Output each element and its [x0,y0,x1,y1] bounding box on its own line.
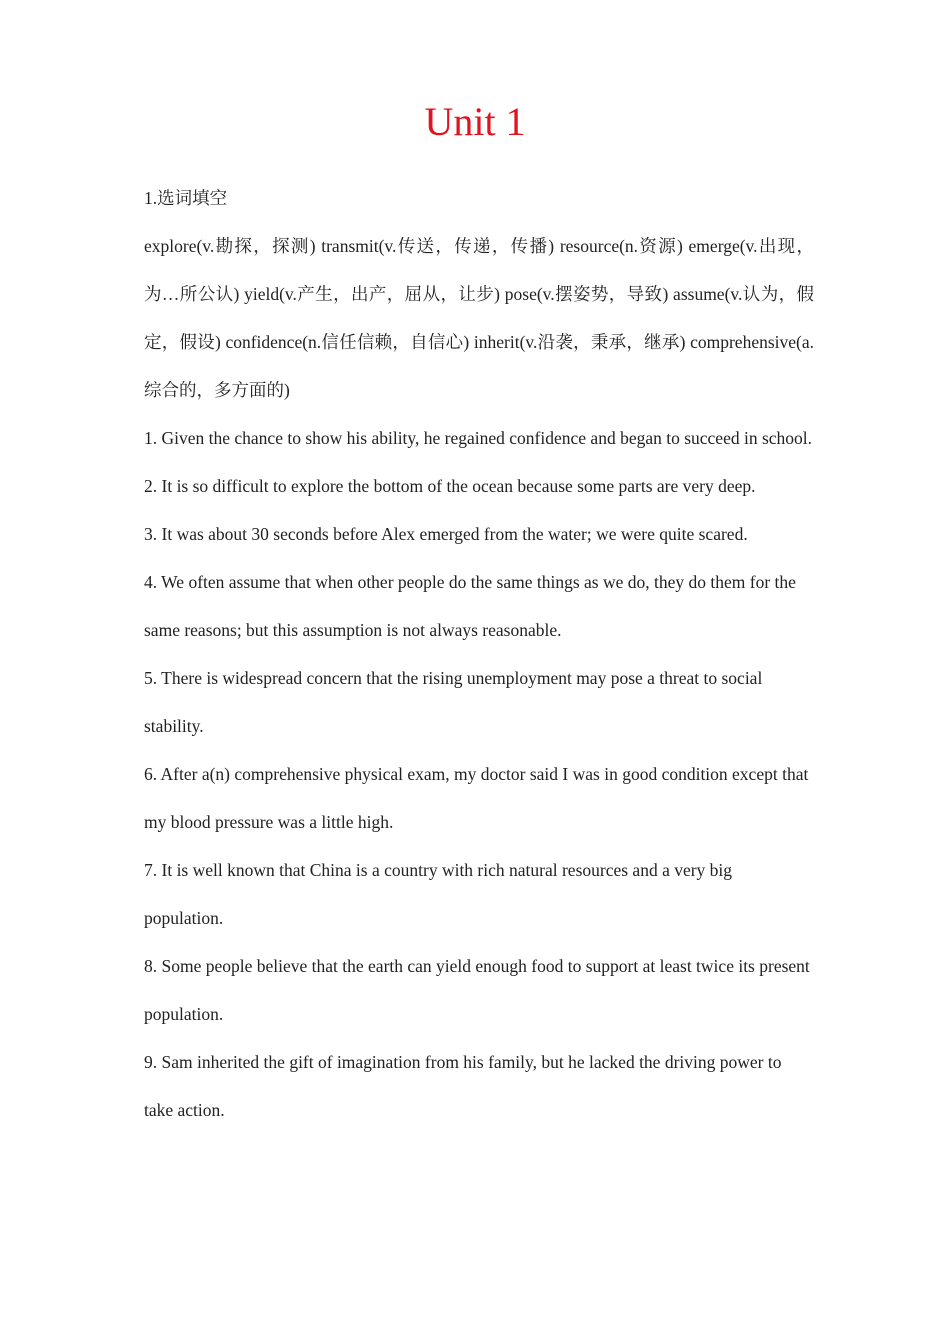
section-heading: 1.选词填空 [144,188,228,208]
sentence-4: 4. We often assume that when other people do the same things as we do, they do them for the same reasons; but this assumption is not always reasonable. [144,572,796,640]
sentence-5: 5. There is widespread concern that the rising unemployment may pose a threat to social stability. [144,668,763,736]
sentence-8: 8. Some people believe that the earth can yield enough food to support at least twice its present population. [144,956,810,1024]
sentence-2: 2. It is so difficult to explore the bottom of the ocean because some parts are very deep. [144,476,756,496]
word-bank: explore(v.勘探，探测) transmit(v.传送，传递，传播) resource(n.资源) emerge(v.出现，为…所公认) yield(v.产生，出产，屈从，让步) pose(v.摆姿势，导致) assume(v.认为，假定，假设) confidence(n.信任信赖，自信心) inherit(v.沿袭，秉承，继承) comprehensive(a.综合的，多方面的) [144,236,814,400]
sentence-7: 7. It is well known that China is a country with rich natural resources and a very big population. [144,860,733,928]
sentence-1: 1. Given the chance to show his ability, he regained confidence and began to succeed in school. [144,428,813,448]
sentence-9: 9. Sam inherited the gift of imagination from his family, but he lacked the driving power to take action. [144,1052,782,1120]
sentence-3: 3. It was about 30 seconds before Alex emerged from the water; we were quite scared. [144,524,748,544]
page-title: Unit 1 [424,99,526,144]
sentence-6: 6. After a(n) comprehensive physical exam, my doctor said I was in good condition except that my blood pressure was a little high. [144,764,809,832]
document-body [144,174,814,1134]
